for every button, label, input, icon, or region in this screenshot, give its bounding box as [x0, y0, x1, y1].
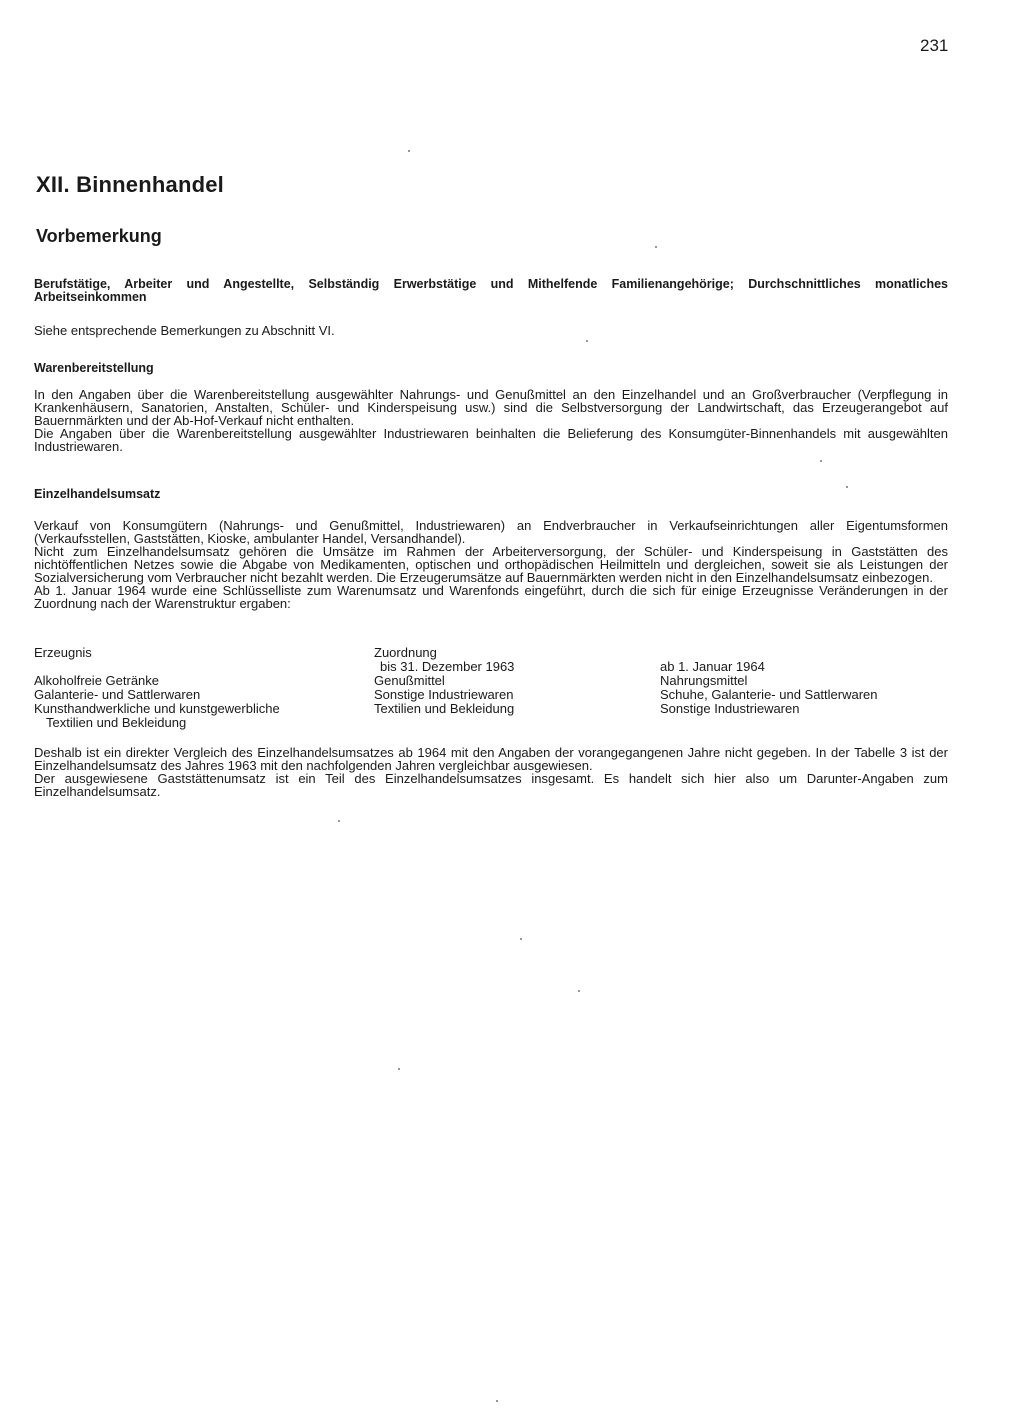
page-number: 231: [920, 36, 949, 55]
column-ab-1964: [660, 646, 878, 716]
row-erzeugnis: Galanterie- und Sattlerwaren: [34, 687, 201, 702]
scan-speck: [408, 150, 410, 152]
section-closing: [34, 746, 948, 798]
section-einzelhandelsumsatz-p1: Verkauf von Konsumgütern (Nahrungs- und Genußmittel, Industriewaren) an Endverbraucher in Verkaufseinrichtungen aller Eigentumsformen (Verkaufsstellen, Gaststätten, Kioske, ambulanter Handel, Versandhandel).: [34, 518, 948, 546]
column-header-erzeugnis: Erzeugnis: [34, 645, 92, 660]
section-employment-heading: Berufstätige, Arbeiter und Angestellte, Selbständig Erwerbstätige und Mithelfende Familienangehörige; Durchschnittliches monatliches Arbeitseinkommen: [34, 277, 948, 304]
scan-speck: [586, 340, 588, 342]
row-erzeugnis: Kunsthandwerkliche und kunstgewerbliche: [34, 701, 280, 716]
column-header-ab: ab 1. Januar 1964: [660, 659, 765, 674]
section-warenbereitstellung-p1: In den Angaben über die Warenbereitstellung ausgewählter Nahrungs- und Genußmittel an den Einzelhandel und an Großverbraucher (Verpflegung in Krankenhäusern, Sanatorien, Anstalten, Schüler- und Kinderspeisung usw.) sind die Selbstversorgung der Landwirtschaft, das Erzeugerangebot auf Bauernmärkten und der Ab-Hof-Verkauf nicht enthalten.: [34, 387, 948, 428]
section-warenbereitstellung-heading: Warenbereitstellung: [34, 361, 154, 375]
row-bis: Textilien und Bekleidung: [374, 701, 515, 716]
scan-speck: [398, 1068, 400, 1070]
section-einzelhandelsumsatz: [34, 488, 948, 610]
section-employment: [34, 278, 948, 337]
row-ab: Schuhe, Galanterie- und Sattlerwaren: [660, 687, 878, 702]
section-einzelhandelsumsatz-heading: Einzelhandelsumsatz: [34, 487, 161, 501]
column-bis-1963: [374, 646, 514, 716]
column-erzeugnis: [34, 646, 280, 730]
section-warenbereitstellung: [34, 362, 948, 453]
column-header-bis: bis 31. Dezember 1963: [380, 659, 515, 674]
column-header-zuordnung: Zuordnung: [374, 645, 437, 660]
row-erzeugnis-continuation: Textilien und Bekleidung: [46, 715, 187, 730]
scan-speck: [655, 246, 657, 248]
scan-speck: [578, 990, 580, 992]
section-einzelhandelsumsatz-p2: Nicht zum Einzelhandelsumsatz gehören die Umsätze im Rahmen der Arbeiterversorgung, der Schüler- und Kinderspeisung in Gaststätten des nichtöffentlichen Netzes sowie die Abgabe von Medikamenten, optischen und orthopädischen Heilmitteln und dergleichen, soweit sie als Leistungen der Sozialversicherung vom Verbraucher nicht bezahlt werden. Die Erzeugerumsätze auf Bauernmärkten werden nicht in den Einzelhandelsumsatz einbezogen.: [34, 544, 948, 585]
scan-speck: [338, 820, 340, 822]
scan-speck: [496, 1400, 498, 1402]
closing-p2: Der ausgewiesene Gaststättenumsatz ist ein Teil des Einzelhandelsumsatzes insgesamt. Es handelt sich hier also um Darunter-Angaben zum Einzelhandelsumsatz.: [34, 771, 948, 799]
section-employment-text: Siehe entsprechende Bemerkungen zu Abschnitt VI.: [34, 323, 335, 338]
row-ab: Nahrungsmittel: [660, 673, 748, 688]
row-ab: Sonstige Industriewaren: [660, 701, 800, 716]
closing-p1: Deshalb ist ein direkter Vergleich des Einzelhandelsumsatzes ab 1964 mit den Angaben der vorangegangenen Jahre nicht gegeben. In der Tabelle 3 ist der Einzelhandelsumsatz des Jahres 1963 mit den nachfolgenden Jahren vergleichbar ausgewiesen.: [34, 745, 948, 773]
section-warenbereitstellung-p2: Die Angaben über die Warenbereitstellung ausgewählter Industriewaren beinhalten die Belieferung des Konsumgüter-Binnenhandels mit ausgewählten Industriewaren.: [34, 426, 948, 454]
row-bis: Genußmittel: [374, 673, 445, 688]
row-bis: Sonstige Industriewaren: [374, 687, 514, 702]
row-erzeugnis: Alkoholfreie Getränke: [34, 673, 160, 688]
section-einzelhandelsumsatz-p3: Ab 1. Januar 1964 wurde eine Schlüsselliste zum Warenumsatz und Warenfonds eingeführt, durch die sich für einige Erzeugnisse Veränderungen in der Zuordnung nach der Warenstruktur ergaben:: [34, 583, 948, 611]
scan-speck: [846, 486, 848, 488]
scan-speck: [820, 460, 822, 462]
subtitle: Vorbemerkung: [36, 226, 162, 246]
scan-speck: [520, 938, 522, 940]
chapter-title: XII. Binnenhandel: [36, 172, 224, 197]
